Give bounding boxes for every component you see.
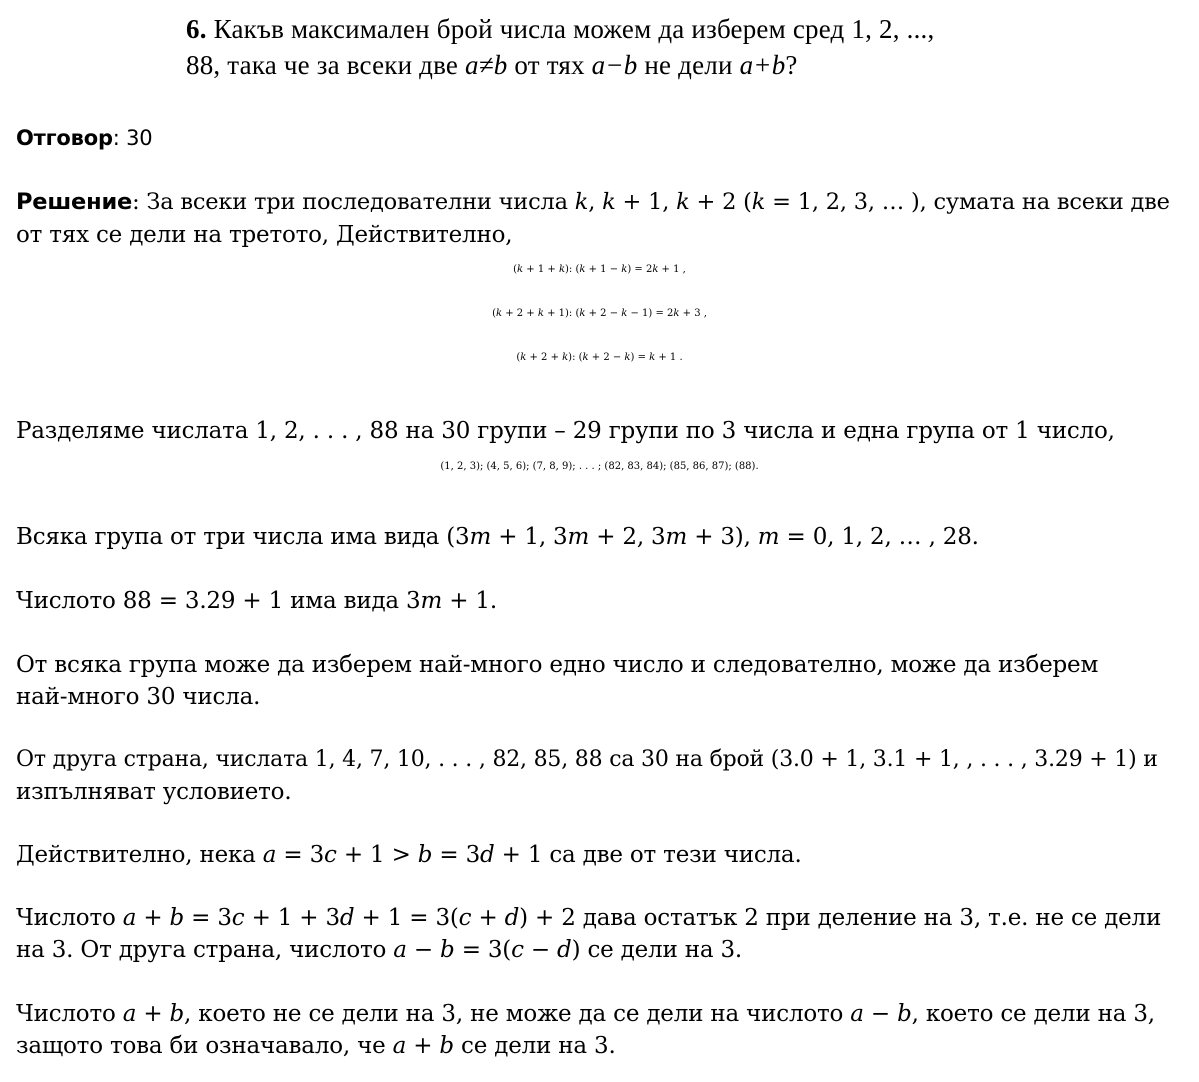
problem-text-2d: ? — [785, 50, 798, 80]
problem-math-2: a−b — [591, 50, 638, 80]
solution-line-2: от тях се дели на третото, Действително, — [16, 222, 513, 248]
paragraph-max-line-2: най-много 30 числа. — [16, 684, 261, 710]
groups-listing: (1, 2, 3); (4, 5, 6); (7, 8, 9); . . . ; (82, 83, 84); (85, 86, 87); (88). — [440, 461, 759, 472]
equation-3: (𝑘 + 2 + 𝑘): (𝑘 + 2 − 𝑘) = 𝑘 + 1 . — [516, 352, 683, 363]
problem-line-2 — [186, 50, 798, 81]
answer-label: Отговор — [16, 126, 113, 150]
problem-text-2a: 88, така че за всеки две — [186, 50, 466, 80]
solution-label: Решение — [16, 189, 133, 215]
paragraph-group-form: Всяка група от три числа има вида (3𝑚 + 1, 3𝑚 + 2, 3𝑚 + 3), 𝑚 = 0, 1, 2, … , 28. — [16, 524, 979, 550]
equation-2: (𝑘 + 2 + 𝑘 + 1): (𝑘 + 2 − 𝑘 − 1) = 2𝑘 + 3 , — [492, 308, 707, 319]
paragraph-88: Числото 88 = 3.29 + 1 има вида 3𝑚 + 1. — [16, 588, 497, 614]
paragraph-indeed: Действително, нека 𝑎 = 3𝑐 + 1 > 𝑏 = 3𝑑 + 1 са две от тези числа. — [16, 842, 802, 868]
paragraph-example-line-1: От друга страна, числата 1, 4, 7, 10, . . . , 82, 85, 88 са 30 на брой (3.0 + 1, 3.1 + 1, , . . . , 3.29 + 1) и — [16, 747, 1158, 772]
problem-text-1: Какъв максимален брой числа можем да изберем сред 1, 2, ..., — [213, 14, 935, 44]
answer-value: : 30 — [112, 126, 153, 150]
answer-line — [16, 125, 152, 151]
paragraph-sum-line-2: на 3. От друга страна, числото 𝑎 − 𝑏 = 3(𝑐 − 𝑑) се дели на 3. — [16, 937, 742, 963]
paragraph-conclusion-line-1: Числото 𝑎 + 𝑏, което не се дели на 3, не може да се дели на числото 𝑎 − 𝑏, което се дели на 3, — [16, 1001, 1155, 1027]
problem-line-1 — [186, 14, 934, 45]
paragraph-sum-line-1: Числото 𝑎 + 𝑏 = 3𝑐 + 1 + 3𝑑 + 1 = 3(𝑐 + 𝑑) + 2 дава остатък 2 при деление на 3, т.е. не се дели — [16, 905, 1162, 931]
paragraph-max-line-1: От всяка група може да изберем най-много едно число и следователно, може да изберем — [16, 652, 1099, 678]
problem-text-2b: от тях — [507, 50, 592, 80]
paragraph-conclusion-line-2: защото това би означавало, че 𝑎 + 𝑏 се дели на 3. — [16, 1033, 616, 1059]
paragraph-example-line-2: изпълняват условието. — [16, 779, 292, 805]
paragraph-groups: Разделяме числата 1, 2, . . . , 88 на 30 групи – 29 групи по 3 числа и една група от 1 число, — [16, 418, 1115, 444]
equation-1: (𝑘 + 1 + 𝑘): (𝑘 + 1 − 𝑘) = 2𝑘 + 1 , — [513, 264, 686, 275]
solution-line-1 — [16, 189, 1170, 215]
problem-text-2c: не дели — [637, 50, 740, 80]
problem-math-3: a+b — [739, 50, 786, 80]
solution-text-1: : За всеки три последователни числа 𝑘, 𝑘 + 1, 𝑘 + 2 (𝑘 = 1, 2, 3, … ), сумата на всеки две — [132, 189, 1170, 215]
problem-number: 6. — [186, 14, 207, 44]
problem-math-1: a≠b — [465, 50, 508, 80]
